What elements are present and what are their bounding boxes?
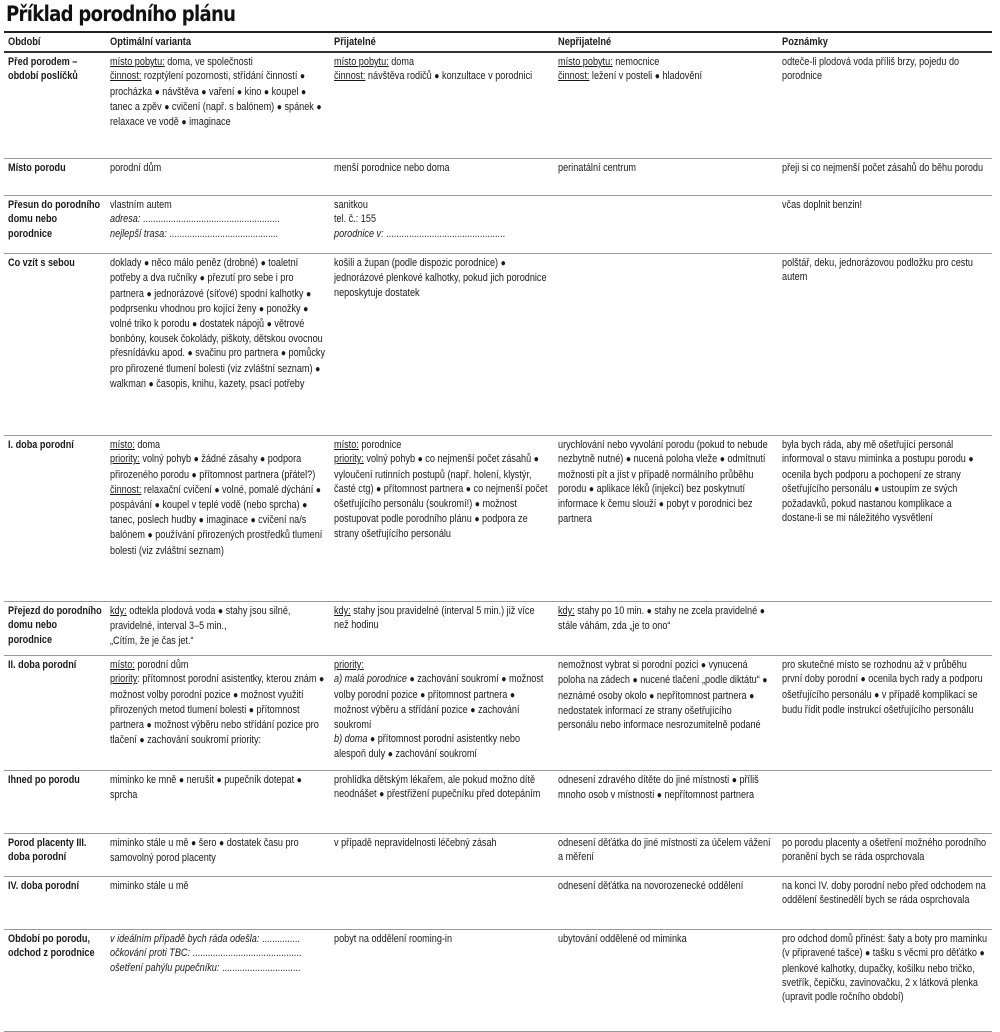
bullet-icon: ●: [146, 720, 152, 732]
unacceptable-cell: [554, 196, 778, 254]
notes-text: pro skutečné místo se rozhodnu až v průběhu první doby porodní ● ocenila bych rady a podporu ošetřujícího personálu ● v případě komplikací se budu řídit podle instrukcí ošetřujícího personálu: [782, 659, 983, 716]
field-label: priority:: [334, 453, 364, 466]
bullet-icon: ●: [749, 690, 755, 702]
field-label: kdy:: [110, 605, 127, 618]
period-cell: [4, 771, 106, 834]
cell-line: [558, 604, 773, 633]
bullet-icon: ●: [979, 948, 985, 960]
optimal-cell: [106, 52, 330, 159]
unacceptable-cell: [554, 436, 778, 602]
bullet-icon: ●: [164, 101, 170, 113]
period-label: Co vzít s sebou: [8, 257, 75, 270]
unacceptable-cell: [554, 877, 778, 930]
bullet-icon: ●: [874, 689, 880, 701]
cell-line: [110, 212, 325, 226]
notes-cell: [778, 771, 992, 834]
bullet-icon: ●: [315, 363, 321, 375]
field-text: porodní dům: [110, 162, 162, 175]
cell-line: [110, 836, 325, 865]
bullet-icon: ●: [625, 454, 632, 466]
bullet-icon: ●: [588, 483, 595, 495]
bullet-icon: ●: [470, 704, 476, 716]
unacceptable-cell: [554, 834, 778, 877]
cell-line: [110, 438, 325, 452]
bullet-icon: ●: [147, 530, 153, 542]
bullet-icon: ●: [420, 689, 426, 701]
bullet-icon: ●: [700, 660, 707, 672]
field-text: stahy po 10 min. ● stahy ne zcela pravidelné ● stále váhám, zda „je to ono“: [558, 605, 765, 633]
cell-line: [334, 227, 549, 241]
unacceptable-cell: [554, 771, 778, 834]
acceptable-cell: [330, 52, 554, 159]
bullet-icon: ●: [199, 273, 205, 285]
bullet-icon: ●: [379, 789, 385, 801]
field-text: nemocnice: [612, 56, 660, 69]
bullet-icon: ●: [316, 101, 322, 113]
cell-line: [334, 55, 549, 69]
field-text: ...............: [259, 933, 300, 946]
bullet-icon: ●: [860, 674, 866, 686]
table-row: [4, 834, 992, 877]
bullet-icon: ●: [417, 454, 423, 466]
bullet-icon: ●: [762, 675, 768, 687]
unacceptable-cell: [554, 159, 778, 196]
bullet-icon: ●: [865, 948, 871, 960]
cell-line: [110, 198, 325, 212]
field-label: priority:: [110, 453, 140, 466]
field-text: relaxační cvičení ● volné, pomalé dýchání ● pospávání ● koupel v teplé vodě (nebo sprcha) ● tanec, poslech hudby ● imaginace ● cvičení na/s balónem ● používání přirozených prostředků tlumení bolesti (viz zvláštní seznam): [110, 483, 323, 557]
period-label: IV. doba porodní: [8, 880, 80, 893]
cell-line: [558, 438, 773, 526]
period-cell: [4, 930, 106, 1032]
field-text: sanitkou: [334, 199, 368, 212]
field-text: pobyt na oddělení rooming-in: [334, 933, 453, 946]
field-label: kdy:: [334, 605, 351, 618]
notes-cell: [778, 254, 992, 436]
table-row: [4, 930, 992, 1032]
bullet-icon: ●: [299, 71, 306, 83]
notes-cell: [778, 656, 992, 771]
field-label: činnost:: [110, 70, 142, 83]
cell-line: [110, 658, 325, 672]
acceptable-cell: [330, 196, 554, 254]
period-cell: [4, 656, 106, 771]
bullet-icon: ●: [719, 454, 725, 466]
field-text: prohlídka dětským lékařem, ale pokud možno dítě neodnášet ● přestřižení pupečníku před dotepáním: [334, 774, 541, 801]
bullet-icon: ●: [301, 86, 307, 98]
period-label: Porod placenty III. doba porodní: [8, 837, 87, 864]
bullet-icon: ●: [217, 606, 224, 618]
field-label: činnost:: [334, 70, 366, 83]
field-text: ...............................: [219, 961, 301, 974]
field-text: v případě nepravidelnosti léčebný zásah: [334, 837, 497, 850]
period-cell: [4, 159, 106, 196]
field-label-italic: ošetření pahýlu pupečníku:: [110, 961, 220, 974]
acceptable-cell: [330, 159, 554, 196]
period-cell: [4, 52, 106, 159]
notes-text: polštář, deku, jednorázovou podložku pro cestu autem: [782, 257, 973, 284]
cell-line: [110, 773, 325, 802]
unacceptable-cell: [554, 52, 778, 159]
field-text: ležení v posteli ● hladovění: [589, 70, 702, 83]
table-row: [4, 196, 992, 254]
cell-line: [110, 946, 325, 960]
table-row: [4, 877, 992, 930]
column-header-acceptable: Přijatelné: [334, 36, 376, 48]
notes-cell: [778, 602, 992, 656]
bullet-icon: ●: [305, 288, 312, 300]
bullet-icon: ●: [191, 469, 197, 481]
field-text: : přítomnost porodní asistentky, kterou znám ● možnost volby porodní pozice ● možnost využití přirozených metod tlumení bolesti ● přítomnost partnera ● možnost výběru nebo střídání pozice pro tlačení ● zachování soukromí priority:: [110, 673, 325, 747]
bullet-icon: ●: [434, 71, 440, 83]
cell-line: [110, 879, 325, 893]
acceptable-cell: [330, 254, 554, 436]
table-row: [4, 52, 992, 159]
column-header-unacceptable: Nepřijatelné: [558, 36, 612, 48]
bullet-icon: ●: [148, 378, 154, 390]
period-label: Období po porodu, odchod z porodnice: [8, 933, 95, 960]
cell-line: [334, 161, 549, 175]
notes-text: včas doplnit benzin!: [782, 199, 863, 212]
optimal-cell: [106, 656, 330, 771]
bullet-icon: ●: [250, 515, 256, 527]
bullet-icon: ●: [509, 689, 516, 701]
field-text: vlastním autem: [110, 199, 172, 212]
cell-line: [334, 438, 549, 452]
field-label: činnost:: [558, 70, 590, 83]
bullet-icon: ●: [387, 749, 393, 761]
bullet-icon: ●: [181, 117, 187, 129]
bullet-icon: ●: [178, 775, 185, 787]
cell-line: [110, 55, 325, 69]
field-text: „Cítím, že je čas jet.“: [110, 634, 194, 647]
bullet-icon: ●: [318, 674, 325, 686]
field-label: priority:: [334, 659, 364, 672]
cell-line: [558, 658, 773, 732]
field-text: doklady ● něco málo peněz (drobné) ● toaletní potřeby a dva ručníky ● přezutí pro sebe i pro partnera ● jednorázové (síťové) spodní kalhotky ● podprsenku vhodnou pro kojící ženy ● ponožky ● volné triko k porodu ● dostatek nápojů ● větrové bonbóny, kousek čokolády, piškoty, dětskou ovocnou přesnídávku apod. ● svačinu pro partnera ● pomůcky pro přirozené tlumení bolesti (viz zvláštní seznam) ● walkman ● časopis, knihu, kazety, psací potřeby: [110, 257, 326, 390]
bullet-icon: ●: [474, 514, 480, 526]
bullet-icon: ●: [258, 303, 265, 315]
field-text: ● přítomnost porodní asistentky nebo alespoň duly ● zachování soukromí: [334, 733, 521, 761]
notes-text: po porodu placenty a ošetření možného porodního poranění bych se ráda osprchovala: [782, 837, 987, 864]
bullet-icon: ●: [139, 735, 145, 747]
optimal-cell: [106, 930, 330, 1032]
bullet-icon: ●: [874, 483, 880, 495]
cell-line: [334, 256, 549, 300]
period-label: Ihned po porodu: [8, 774, 80, 787]
bullet-icon: ●: [266, 319, 272, 331]
notes-cell: [778, 930, 992, 1032]
cell-line: [334, 452, 549, 541]
notes-cell: [778, 436, 992, 602]
period-cell: [4, 196, 106, 254]
field-text: porodní dům: [134, 659, 189, 672]
field-text: odnesení děťátka na novorozenecké oddělení: [558, 880, 744, 893]
bullet-icon: ●: [260, 258, 266, 270]
bullet-icon: ●: [233, 689, 239, 701]
optimal-cell: [106, 834, 330, 877]
column-header-optimal: Optimální varianta: [110, 36, 192, 48]
bullet-icon: ●: [236, 86, 243, 98]
bullet-icon: ●: [632, 675, 638, 687]
bullet-icon: ●: [248, 704, 254, 716]
cell-line: [558, 836, 773, 864]
bullet-icon: ●: [369, 734, 376, 746]
bullet-icon: ●: [968, 454, 974, 466]
field-label-italic: adresa:: [110, 213, 141, 226]
cell-line: [558, 879, 773, 893]
bullet-icon: ●: [649, 690, 655, 702]
cell-line: [110, 961, 325, 975]
cell-line: [558, 69, 773, 84]
unacceptable-cell: [554, 602, 778, 656]
field-text: perinatální centrum: [558, 162, 636, 175]
bullet-icon: ●: [658, 499, 664, 511]
bullet-icon: ●: [280, 348, 287, 360]
field-text: miminko stále u mě ● šero ● dostatek času pro samovolný porod placenty: [110, 837, 299, 865]
field-text: doma, ve společnosti: [164, 56, 253, 69]
field-label-italic: v ideálním případě bych ráda odešla:: [110, 933, 260, 946]
field-text: menší porodnice nebo doma: [334, 162, 450, 175]
cell-line: [334, 604, 549, 632]
table-row: [4, 254, 992, 436]
bullet-icon: ●: [154, 86, 160, 98]
cell-line: [558, 161, 773, 175]
bullet-icon: ●: [216, 775, 222, 787]
column-header-period: Období: [8, 36, 41, 48]
cell-line: [334, 69, 549, 84]
field-text: volný pohyb ● žádné zásahy ● podpora přirozeného porodu ● přítomnost partnera (přátel?): [110, 453, 316, 481]
optimal-cell: [106, 436, 330, 602]
table-row: [4, 656, 992, 771]
bullet-icon: ●: [409, 674, 415, 686]
period-label: Před porodem – období poslíčků: [8, 56, 78, 83]
field-text: odnesení zdravého dítěte do jiné místnosti ● příliš mnoho osob v místnosti ● nepřítomnost partnera: [558, 774, 759, 802]
field-text: odnesení děťátka do jiné místnosti za účelem vážení a měření: [558, 837, 771, 864]
bullet-icon: ●: [646, 606, 652, 618]
bullet-icon: ●: [146, 288, 152, 300]
notes-cell: [778, 52, 992, 159]
field-text: ● zachování soukromí ● možnost volby porodní pozice ● přítomnost partnera ● možnost výběru a střídání pozice ● zachování soukromí: [334, 673, 544, 732]
table-header-row: [4, 32, 992, 52]
cell-line: [334, 732, 549, 762]
bullet-icon: ●: [303, 303, 309, 315]
field-text: porodnice: [358, 439, 402, 452]
unacceptable-cell: [554, 930, 778, 1032]
cell-line: [334, 672, 549, 732]
bullet-icon: ●: [533, 454, 539, 466]
period-cell: [4, 602, 106, 656]
bullet-icon: ●: [191, 838, 197, 850]
period-cell: [4, 254, 106, 436]
field-label: činnost:: [110, 483, 142, 496]
notes-text: pro odchod domů přinést: šaty a boty pro maminku (v připravené tašce) ● tašku s věcmi pro děťátko ● plenkové kalhotky, dupačky, košilku nebo tričko, svetřík, čepičku, zavinovačku, 2 x látková plenka (upravit podle ročního období): [782, 933, 988, 1004]
bullet-icon: ●: [193, 454, 199, 466]
cell-line: [334, 932, 549, 946]
field-text: rozptýlení pozornosti, střídání činností ● procházka ● návštěva ● vaření ● kino ● koupel ● tanec a zpěv ● cvičení (např. s balónem) ● spánek ● relaxace ve vodě ● imaginace: [110, 70, 322, 129]
cell-line: [558, 773, 773, 803]
bullet-icon: ●: [187, 348, 193, 360]
period-label: II. doba porodní: [8, 659, 77, 672]
notes-text: na konci IV. doby porodní nebo před odchodem na oddělení šestinedělí bych se ráda osprchovala: [782, 880, 986, 907]
page-title: Příklad porodního plánu: [6, 2, 236, 26]
notes-cell: [778, 159, 992, 196]
bullet-icon: ●: [296, 775, 302, 787]
table-row: [4, 771, 992, 834]
field-label-italic: a) malá porodnice: [334, 673, 407, 686]
birth-plan-table: [4, 31, 992, 1032]
notes-text: odteče-li plodová voda příliš brzy, pojedu do porodnice: [782, 56, 960, 83]
cell-line: [558, 932, 773, 946]
column-header-notes: Poznámky: [782, 36, 828, 48]
period-cell: [4, 877, 106, 930]
cell-line: [110, 932, 325, 946]
cell-line: [110, 634, 325, 648]
notes-text: přeji si co nejmenší počet zásahů do běhu porodu: [782, 162, 984, 175]
field-text: miminko ke mně ● nerušit ● pupečník dotepat ● sprcha: [110, 774, 302, 802]
field-text: volný pohyb ● co nejmenší počet zásahů ● vyloučení rutinních postupů (např. holení, klystýr, časté ctg) ● přítomnost partnera ● co nejmenší počet ošetřujícího personálu (soukromí!) ● možnost postupovat podle porodního plánu ● podpora ze strany ošetřujícího personálu: [334, 453, 548, 541]
cell-line: [110, 452, 325, 482]
field-text: ...............................................: [383, 227, 506, 240]
cell-line: [110, 256, 325, 392]
field-text: ......................................................: [140, 213, 280, 226]
field-text: doma: [134, 439, 161, 452]
field-text: tel. č.: 155: [334, 213, 377, 226]
field-text: ...........................................: [190, 947, 302, 960]
acceptable-cell: [330, 436, 554, 602]
optimal-cell: [106, 159, 330, 196]
field-label-italic: porodnice v:: [334, 227, 384, 240]
bullet-icon: ●: [260, 454, 266, 466]
acceptable-cell: [330, 602, 554, 656]
acceptable-cell: [330, 656, 554, 771]
bullet-icon: ●: [198, 515, 204, 527]
period-label: Místo porodu: [8, 162, 66, 175]
cell-line: [334, 212, 549, 226]
bullet-icon: ●: [214, 484, 220, 496]
cell-line: [110, 161, 325, 175]
bullet-icon: ●: [656, 790, 662, 802]
cell-line: [334, 773, 549, 802]
cell-line: [110, 227, 325, 241]
period-cell: [4, 436, 106, 602]
table-row: [4, 159, 992, 196]
bullet-icon: ●: [276, 101, 282, 113]
unacceptable-cell: [554, 254, 778, 436]
optimal-cell: [106, 877, 330, 930]
optimal-cell: [106, 771, 330, 834]
field-text: košili a župan (podle dispozic porodnice) ● jednorázové plenkové kalhotky, pokud jich porodnice neposkytuje dostatek: [334, 257, 547, 299]
field-label: místo pobytu:: [334, 56, 389, 69]
bullet-icon: ●: [500, 258, 506, 270]
field-label: místo pobytu:: [110, 56, 165, 69]
bullet-icon: ●: [154, 500, 160, 512]
cell-line: [110, 69, 325, 130]
period-label: Přejezd do porodního domu nebo porodnice: [8, 605, 102, 646]
field-text: nemožnost vybrat si porodní pozici ● vynucená poloha na zádech ● nucené tlačení „podle diktátu“ ● neznámé osoby okolo ● nepřítomnost partnera ● nedostatek informací ze strany ošetřujícího personálu nebo informace nesrozumitelně podané: [558, 659, 768, 732]
notes-cell: [778, 196, 992, 254]
optimal-cell: [106, 602, 330, 656]
bullet-icon: ●: [376, 483, 382, 495]
bullet-icon: ●: [465, 483, 472, 495]
optimal-cell: [106, 254, 330, 436]
bullet-icon: ●: [759, 606, 765, 618]
table-row: [4, 436, 992, 602]
field-text: ubytování oddělené od miminka: [558, 933, 687, 946]
cell-line: [334, 198, 549, 212]
bullet-icon: ●: [302, 500, 308, 512]
cell-line: [334, 836, 549, 850]
bullet-icon: ●: [315, 484, 321, 496]
bullet-icon: ●: [731, 775, 737, 787]
notes-cell: [778, 834, 992, 877]
field-text: návštěva rodičů ● konzultace v porodnici: [365, 70, 533, 83]
bullet-icon: ●: [192, 319, 198, 331]
field-label: místo:: [110, 659, 135, 672]
period-label: I. doba porodní: [8, 439, 74, 452]
cell-line: [334, 658, 549, 672]
field-text: doma: [388, 56, 415, 69]
field-text: stahy jsou pravidelné (interval 5 min.) již více než hodinu: [334, 605, 535, 632]
bullet-icon: ●: [474, 499, 480, 511]
acceptable-cell: [330, 877, 554, 930]
cell-line: [110, 483, 325, 558]
period-label: Přesun do porodního domu nebo porodnice: [8, 199, 101, 240]
cell-line: [558, 55, 773, 69]
field-text: miminko stále u mě: [110, 880, 189, 893]
table-row: [4, 602, 992, 656]
bullet-icon: ●: [263, 86, 270, 98]
period-cell: [4, 834, 106, 877]
field-text: odtekla plodová voda ● stahy jsou silné, pravidelné, interval 3–5 min.,: [110, 605, 291, 633]
bullet-icon: ●: [219, 838, 225, 850]
notes-cell: [778, 877, 992, 930]
optimal-cell: [106, 196, 330, 254]
field-label-italic: očkování proti TBC:: [110, 947, 191, 960]
acceptable-cell: [330, 834, 554, 877]
bullet-icon: ●: [143, 258, 150, 270]
field-text: urychlování nebo vyvolání porodu (pokud to nebude nezbytně nutné) ● nucená poloha vleže ● odmítnutí možnosti pít a jíst v případě normálního průběhu porodu ● aplikace léků (injekcí) bez poskytnutí informace k čemu slouží ● pobyt v porodnici bez partnera: [558, 439, 768, 526]
cell-line: [110, 604, 325, 633]
field-label: místo pobytu:: [558, 56, 613, 69]
notes-text: byla bych ráda, aby mě ošetřující personál informoval o stavu miminka a postupu porodu ● ocenila bych podporu a pochopení ze strany ošetřujícího personálu ● ustoupím ze svých požadavků, pokud nastanou komplikace a dostane-li se mi náležitého vysvětlení: [782, 439, 974, 525]
cell-line: [110, 672, 325, 748]
acceptable-cell: [330, 771, 554, 834]
bullet-icon: ●: [654, 71, 660, 83]
bullet-icon: ●: [201, 86, 207, 98]
field-label: kdy:: [558, 605, 575, 618]
field-label-italic: b) doma: [334, 733, 368, 746]
field-text: ...........................................: [166, 227, 279, 240]
field-label-italic: nejlepší trasa:: [110, 227, 167, 240]
unacceptable-cell: [554, 656, 778, 771]
field-label: priority: [110, 673, 138, 686]
acceptable-cell: [330, 930, 554, 1032]
bullet-icon: ●: [501, 674, 507, 686]
field-label: místo:: [334, 439, 359, 452]
field-label: místo:: [110, 439, 135, 452]
